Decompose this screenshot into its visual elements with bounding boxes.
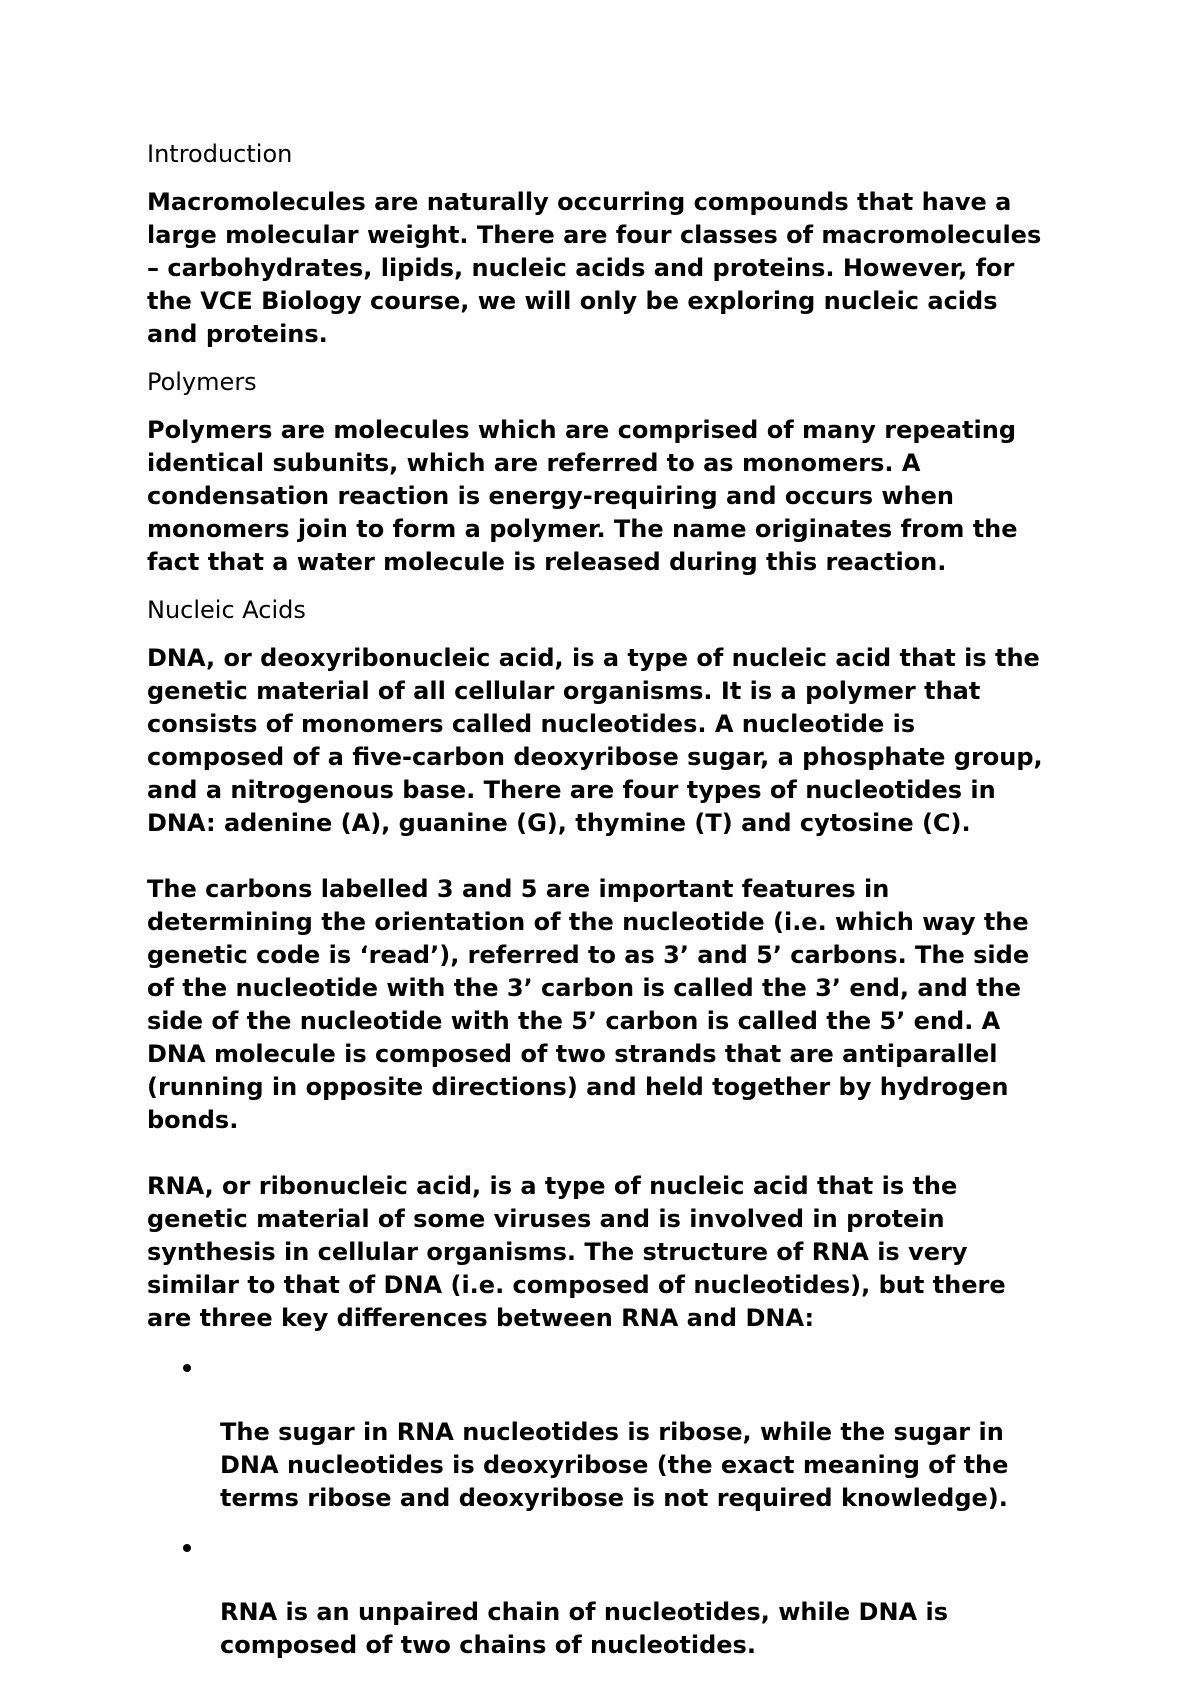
paragraph-dna: DNA, or deoxyribonucleic acid, is a type of nucleic acid that is the genetic material of all cellular organisms. It is a polymer that consists of monomers called nucleotides. A nucleotide is composed of a five-carbon deoxyribose sugar, a phosphate group, and a nitrogenous base. There are four types of nucleotides in DNA: adenine (A), guanine (G), thymine (T) and cytosine (C). (147, 644, 1043, 837)
paragraph-introduction: Macromolecules are naturally occurring compounds that have a large molecular weight. There are four classes of macromolecules – carbohydrates, lipids, nucleic acids and proteins. However, for the VCE Biology course, we will only be exploring nucleic acids and proteins. (147, 188, 1042, 348)
paragraph-carbons: The carbons labelled 3 and 5 are important features in determining the orientation of the nucleotide (i.e. which way the genetic code is ‘read’), referred to as 3’ and 5’ carbons. The side of the nucleotide with the 3’ carbon is called the 3’ end, and the side of the nucleotide with the 5’ carbon is called the 5’ end. A DNA molecule is composed of two strands that are antiparallel (running in opposite directions) and held together by hydrogen bonds. (147, 875, 1030, 1134)
list-item (147, 1350, 1067, 1515)
heading-polymers: Polymers (147, 368, 257, 396)
list-item-text: The sugar in RNA nucleotides is ribose, while the sugar in DNA nucleotides is deoxyribose (the exact meaning of the terms ribose and deoxyribose is not required knowledge). (220, 1418, 1009, 1512)
paragraph-polymers: Polymers are molecules which are comprised of many repeating identical subunits, which are referred to as monomers. A condensation reaction is energy-requiring and occurs when monomers join to form a polymer. The name originates from the fact that a water molecule is released during this reaction. (147, 416, 1018, 576)
heading-nucleic-acids: Nucleic Acids (147, 596, 306, 624)
document-page (147, 138, 1067, 1677)
bullet-icon (183, 1544, 191, 1552)
heading-introduction: Introduction (147, 140, 293, 168)
list-item (147, 1530, 1067, 1662)
differences-list (147, 1350, 1067, 1662)
list-item-text: RNA is an unpaired chain of nucleotides, while DNA is composed of two chains of nucleotides. (220, 1598, 948, 1659)
bullet-icon (183, 1364, 191, 1372)
paragraph-rna: RNA, or ribonucleic acid, is a type of nucleic acid that is the genetic material of some viruses and is involved in protein synthesis in cellular organisms. The structure of RNA is very similar to that of DNA (i.e. composed of nucleotides), but there are three key differences between RNA and DNA: (147, 1172, 1006, 1332)
